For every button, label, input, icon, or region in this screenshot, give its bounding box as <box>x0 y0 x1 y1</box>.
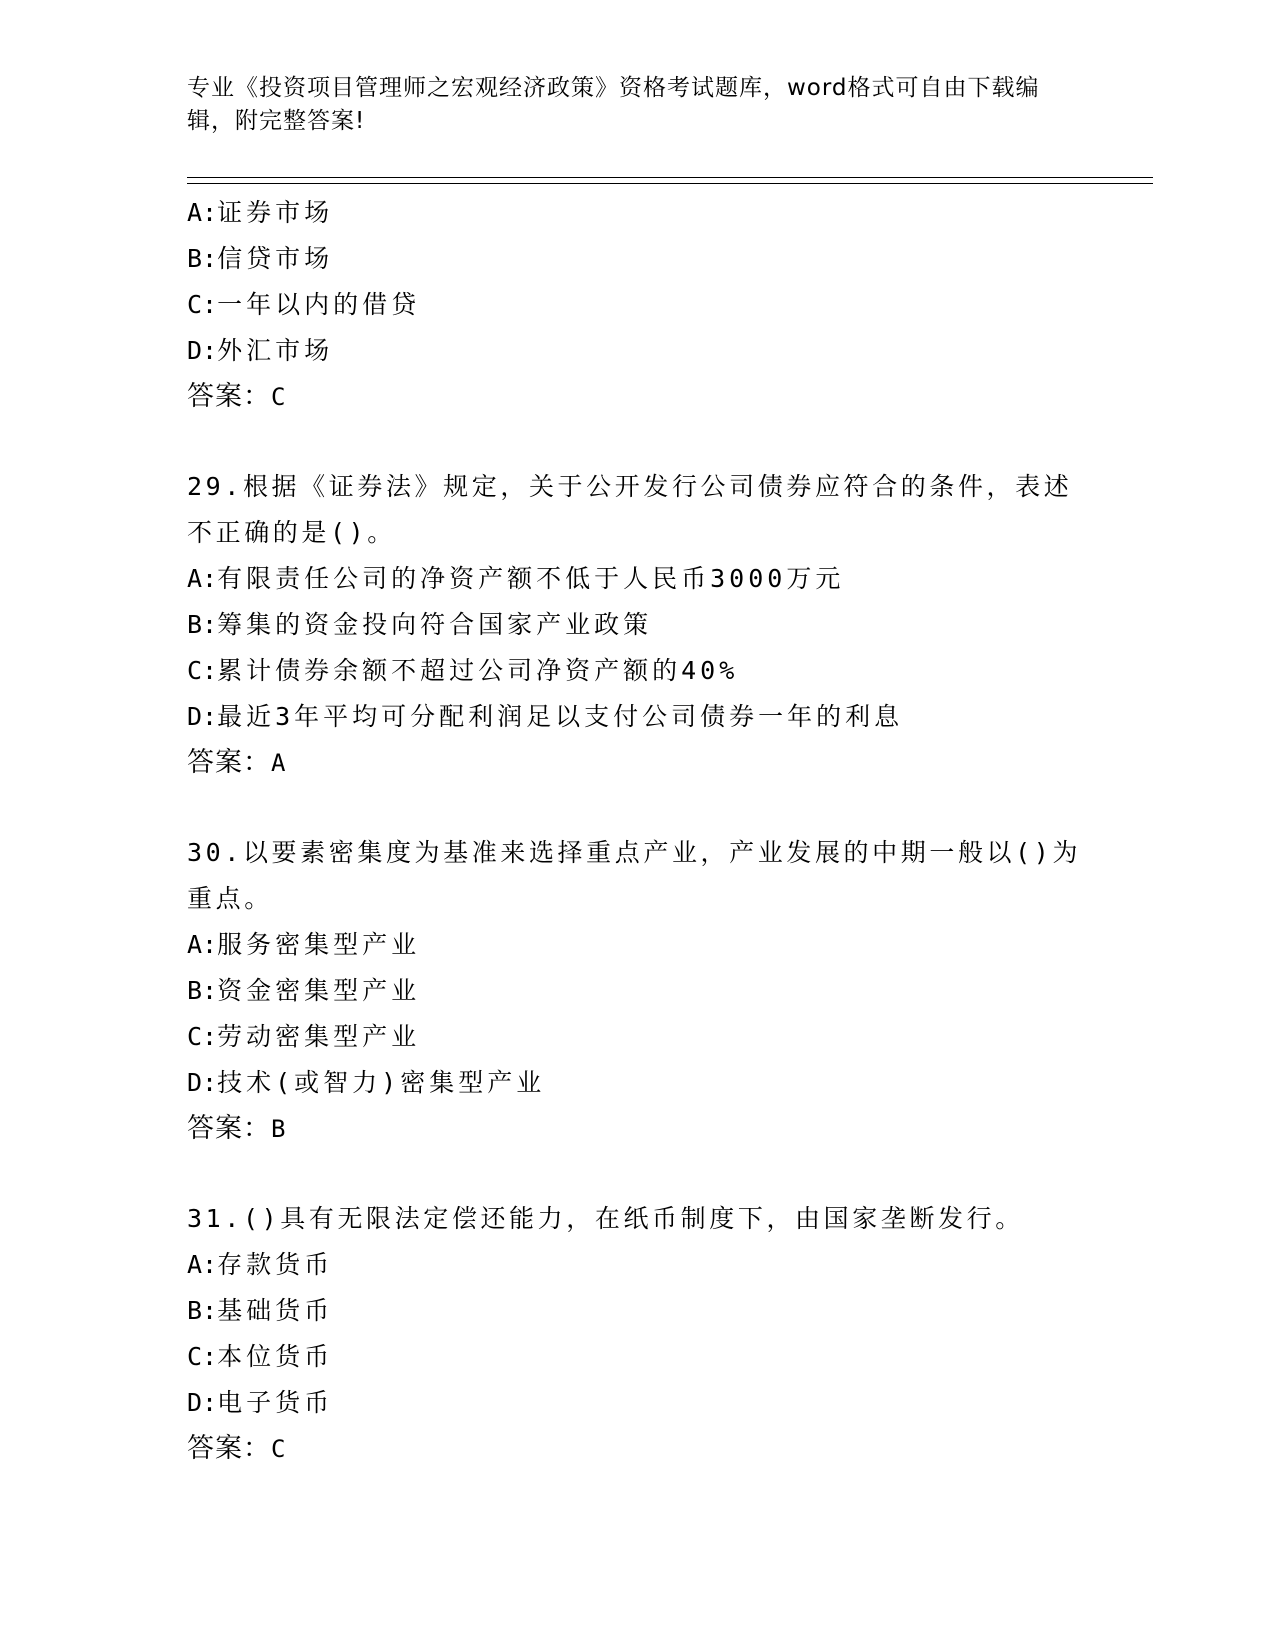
option-b: B:基础货币 <box>187 1296 334 1325</box>
option-c: C:本位货币 <box>187 1342 334 1371</box>
question-stem-line: 31.()具有无限法定偿还能力，在纸币制度下，由国家垄断发行。 <box>187 1204 1024 1233</box>
header-divider-top <box>187 177 1153 178</box>
option-b: B:筹集的资金投向符合国家产业政策 <box>187 610 653 639</box>
question-28-continued <box>187 190 1153 420</box>
option-a: A:有限责任公司的净资产额不低于人民币3000万元 <box>187 564 845 593</box>
question-list <box>187 190 1153 1472</box>
question-stem-line: 29.根据《证券法》规定，关于公开发行公司债券应符合的条件，表述 <box>187 472 1073 501</box>
option-c: C:累计债券余额不超过公司净资产额的40% <box>187 656 739 685</box>
question-stem-line: 重点。 <box>187 884 273 913</box>
option-b: B:资金密集型产业 <box>187 976 421 1005</box>
header-divider-bottom <box>187 183 1153 184</box>
answer-line: 答案：C <box>187 1433 287 1464</box>
header-line-2: 辑，附完整答案! <box>187 108 366 134</box>
option-d: D:技术(或智力)密集型产业 <box>187 1068 546 1097</box>
option-c: C:劳动密集型产业 <box>187 1022 421 1051</box>
question-stem-line: 30.以要素密集度为基准来选择重点产业，产业发展的中期一般以()为 <box>187 838 1082 867</box>
answer-line: 答案：A <box>187 747 287 778</box>
answer-line: 答案：C <box>187 381 287 412</box>
option-c: C:一年以内的借贷 <box>187 290 421 319</box>
option-a: A:证券市场 <box>187 198 334 227</box>
document-header <box>187 72 1077 138</box>
option-d: D:最近3年平均可分配利润足以支付公司债券一年的利息 <box>187 702 904 731</box>
option-b: B:信贷市场 <box>187 244 334 273</box>
option-d: D:电子货币 <box>187 1388 334 1417</box>
question-stem-line: 不正确的是()。 <box>187 518 396 547</box>
option-d: D:外汇市场 <box>187 336 334 365</box>
question-29 <box>187 464 1153 786</box>
question-30 <box>187 830 1153 1152</box>
question-31 <box>187 1196 1153 1472</box>
option-a: A:存款货币 <box>187 1250 334 1279</box>
option-a: A:服务密集型产业 <box>187 930 421 959</box>
header-line-1: 专业《投资项目管理师之宏观经济政策》资格考试题库，word格式可自由下载编 <box>187 75 1040 101</box>
answer-line: 答案：B <box>187 1113 287 1144</box>
